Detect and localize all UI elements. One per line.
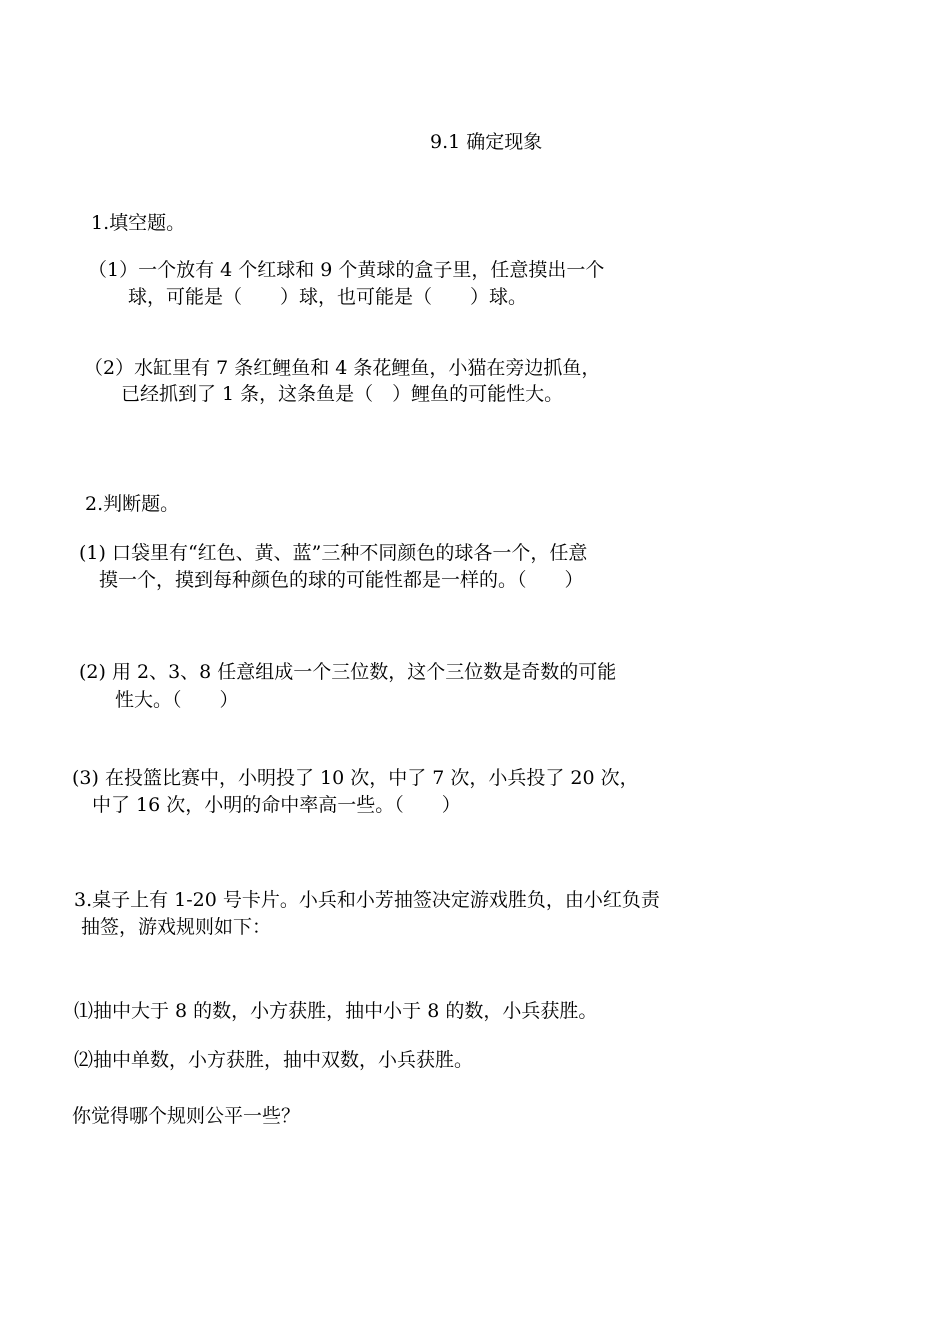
section3-rule1: ⑴抽中大于 8 的数，小方获胜，抽中小于 8 的数，小兵获胜。 [74, 1000, 598, 1022]
section3-line2: 抽签，游戏规则如下： [81, 916, 272, 938]
section2-q1-line2: 摸一个，摸到每种颜色的球的可能性都是一样的。（ ） [99, 569, 584, 591]
section2-q3-line2: 中了 16 次，小明的命中率高一些。（ ） [92, 794, 461, 816]
section3-line1: 3.桌子上有 1-20 号卡片。小兵和小芳抽签决定游戏胜负，由小红负责 [74, 889, 660, 911]
section3-question: 你觉得哪个规则公平一些？ [72, 1105, 301, 1127]
section1-q1-line1: （1）一个放有 4 个红球和 9 个黄球的盒子里，任意摸出一个 [88, 259, 605, 281]
section1-q1-line2: 球，可能是（ ）球，也可能是（ ）球。 [128, 286, 528, 308]
page-title: 9.1 确定现象 [430, 131, 543, 153]
section2-q2-line2: 性大。（ ） [115, 689, 239, 711]
section2-heading: 2.判断题。 [85, 493, 180, 515]
section2-q1-line1: (1) 口袋里有“红色、黄、蓝”三种不同颜色的球各一个，任意 [79, 542, 588, 564]
section1-heading: 1.填空题。 [91, 212, 186, 234]
section2-q3-line1: (3) 在投篮比赛中，小明投了 10 次，中了 7 次，小兵投了 20 次， [72, 767, 639, 789]
section2-q2-line1: (2) 用 2、3、8 任意组成一个三位数，这个三位数是奇数的可能 [79, 661, 617, 683]
section3-rule2: ⑵抽中单数，小方获胜，抽中双数，小兵获胜。 [74, 1049, 474, 1071]
section1-q2-line1: （2）水缸里有 7 条红鲤鱼和 4 条花鲤鱼，小猫在旁边抓鱼， [84, 357, 601, 379]
section1-q2-line2: 已经抓到了 1 条，这条鱼是（ ）鲤鱼的可能性大。 [121, 383, 564, 405]
